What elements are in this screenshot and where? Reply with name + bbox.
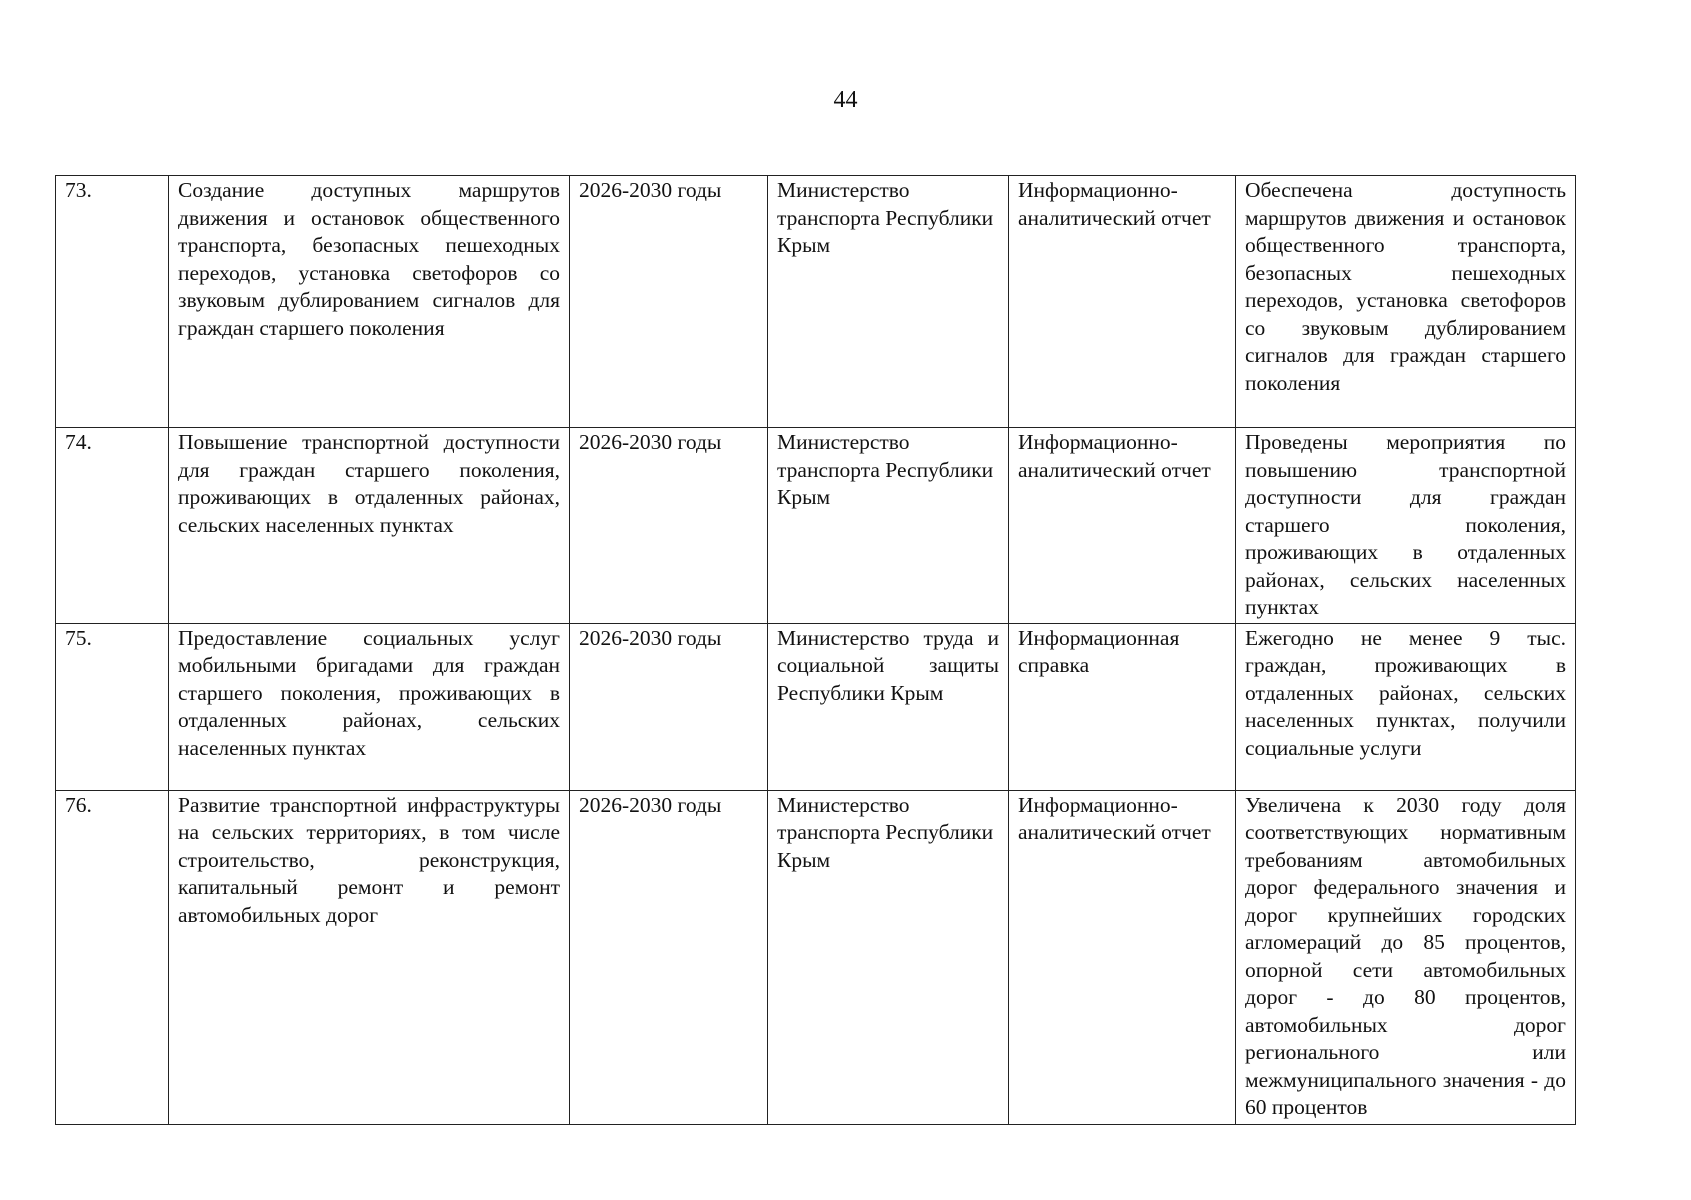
table-row (56, 623, 1576, 790)
executor-cell: Министерство транспорта Республики Крым (768, 790, 1009, 1124)
result-cell: Ежегодно не менее 9 тыс. граждан, проживающих в отдаленных районах, сельских населенных пунктах, получили социальные услуги (1236, 623, 1576, 790)
period-cell: 2026-2030 годы (570, 428, 768, 624)
executor-cell: Министерство транспорта Республики Крым (768, 176, 1009, 428)
report-form-cell: Информационно-аналитический отчет (1009, 790, 1236, 1124)
period-cell: 2026-2030 годы (570, 623, 768, 790)
event-cell: Повышение транспортной доступности для граждан старшего поколения, проживающих в отдаленных районах, сельских населенных пунктах (169, 428, 570, 624)
report-form-cell: Информационно-аналитический отчет (1009, 428, 1236, 624)
measures-table (55, 175, 1576, 1125)
executor-cell: Министерство транспорта Республики Крым (768, 428, 1009, 624)
event-cell: Предоставление социальных услуг мобильными бригадами для граждан старшего поколения, проживающих в отдаленных районах, сельских населенных пунктах (169, 623, 570, 790)
row-number-cell: 74. (56, 428, 169, 624)
table-row (56, 428, 1576, 624)
row-number-cell: 73. (56, 176, 169, 428)
report-form-cell: Информационная справка (1009, 623, 1236, 790)
row-number-cell: 76. (56, 790, 169, 1124)
period-cell: 2026-2030 годы (570, 790, 768, 1124)
period-cell: 2026-2030 годы (570, 176, 768, 428)
executor-cell: Министерство труда и социальной защиты Республики Крым (768, 623, 1009, 790)
table-row (56, 790, 1576, 1124)
row-number-cell: 75. (56, 623, 169, 790)
report-form-cell: Информационно-аналитический отчет (1009, 176, 1236, 428)
event-cell: Создание доступных маршрутов движения и остановок общественного транспорта, безопасных пешеходных переходов, установка светофоров со звуковым дублированием сигналов для граждан старшего поколения (169, 176, 570, 428)
result-cell: Увеличена к 2030 году доля соответствующих нормативным требованиям автомобильных дорог федерального значения и дорог крупнейших городских агломераций до 85 процентов, опорной сети автомобильных дорог - до 80 процентов, автомобильных дорог регионального или межмуниципального значения - до 60 процентов (1236, 790, 1576, 1124)
result-cell: Проведены мероприятия по повышению транспортной доступности для граждан старшего поколения, проживающих в отдаленных районах, сельских населенных пунктах (1236, 428, 1576, 624)
event-cell: Развитие транспортной инфраструктуры на сельских территориях, в том числе строительство, реконструкция, капитальный ремонт и ремонт автомобильных дорог (169, 790, 570, 1124)
result-cell: Обеспечена доступность маршрутов движения и остановок общественного транспорта, безопасных пешеходных переходов, установка светофоров со звуковым дублированием сигналов для граждан старшего поколения (1236, 176, 1576, 428)
table-row (56, 176, 1576, 428)
page-number: 44 (833, 87, 858, 113)
